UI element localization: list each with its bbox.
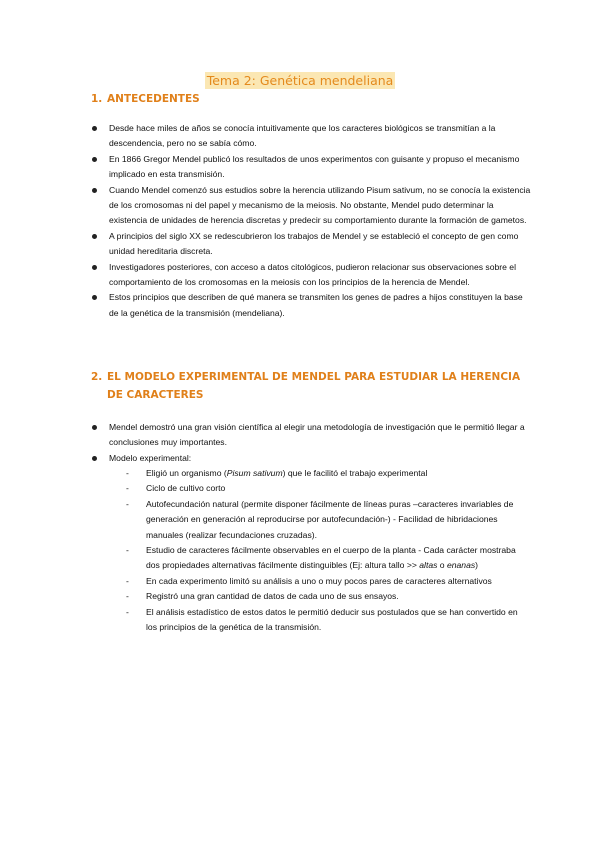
list-item [92, 183, 532, 229]
sub-item-text-end: ) [475, 560, 479, 571]
bullet-icon [92, 265, 97, 270]
section-1-heading [91, 90, 527, 108]
list-item [92, 152, 532, 183]
dash-icon: - [126, 606, 129, 617]
bullet-icon [92, 188, 97, 193]
bullet-text: A principios del siglo XX se redescubrieron los trabajos de Mendel y se estableció el concepto de gen como unidad hereditaria discreta. [109, 230, 519, 257]
list-item [92, 420, 532, 451]
dash-icon: - [126, 545, 129, 556]
sub-item-text: Estudio de caracteres fácilmente observables en el cuerpo de la planta - Cada carácter mostraba dos propiedades alternativas fácilmente distinguibles (Ej: altura tallo >> [146, 545, 516, 571]
bullet-text: Investigadores posteriores, con acceso a datos citológicos, pudieron relacionar sus observaciones sobre el comportamiento de los cromosomas en la meiosis con los principios de la herencia de Mendel. [109, 261, 516, 288]
list-item [92, 290, 532, 321]
document-title [0, 72, 600, 90]
section-2-title: EL MODELO EXPERIMENTAL DE MENDEL PARA ESTUDIAR LA HERENCIA DE CARACTERES [107, 371, 521, 401]
list-item [92, 451, 532, 466]
sub-list-item [126, 497, 526, 543]
dash-icon: - [126, 468, 129, 478]
list-item [92, 260, 532, 291]
sub-item-text-mid: o [437, 560, 447, 571]
bullet-text: Mendel demostró una gran visión científica al elegir una metodología de investigación que le permitió llegar a conclusiones muy importantes. [109, 422, 525, 448]
bullet-icon [92, 425, 97, 430]
section-1-number: 1. [91, 93, 103, 105]
sub-list-item [126, 466, 526, 481]
bullet-icon [92, 234, 97, 239]
sub-list-item [126, 589, 526, 604]
bullet-icon [92, 456, 97, 461]
title-highlight: Tema 2: Genética mendeliana [206, 73, 394, 88]
trait-value: altas [419, 560, 438, 571]
bullet-text: Cuando Mendel comenzó sus estudios sobre la herencia utilizando Pisum sativum, no se conocía la existencia de los cromosomas ni del papel y mecanismo de la meiosis. No obstante, Mendel pudo determinar la existencia de unidades de herencia discretas y predecir su comportamiento durante la formación de gametos. [109, 184, 531, 226]
sub-item-text-end: ) que le facilitó el trabajo experimental [282, 468, 428, 478]
sub-list-item [126, 481, 526, 496]
sub-item-text: El análisis estadístico de estos datos le permitió deducir sus postulados que se han convertido en los principios de la genética de la transmisión. [146, 606, 518, 633]
list-item [92, 121, 532, 152]
sub-item-text: En cada experimento limitó su análisis a uno o muy pocos pares de caracteres alternativos [146, 575, 492, 586]
bullet-icon [92, 157, 97, 162]
sub-list-item [126, 574, 526, 589]
bullet-text: Desde hace miles de años se conocía intuitivamente que los caracteres biológicos se transmitían a la descendencia, pero no se sabía cómo. [109, 123, 496, 149]
species-name: Pisum sativum [226, 468, 283, 478]
section-2-bullet-list [92, 420, 532, 466]
section-2-number: 2. [91, 371, 103, 383]
sub-item-text: Eligió un organismo ( [146, 468, 227, 478]
bullet-text: Estos principios que describen de qué manera se transmiten los genes de padres a hijos constituyen la base de la genética de la transmisión (mendeliana). [109, 292, 523, 318]
bullet-icon [92, 126, 97, 131]
bullet-text: En 1866 Gregor Mendel publicó los resultados de unos experimentos con guisante y propuso el mecanismo implicado en esta transmisión. [109, 153, 520, 180]
dash-icon: - [126, 575, 129, 586]
sub-list-item [126, 543, 526, 574]
list-item [92, 229, 532, 260]
sub-item-text: Ciclo de cultivo corto [146, 483, 226, 494]
section-2-heading [91, 368, 527, 404]
dash-icon: - [126, 591, 129, 602]
dash-icon: - [126, 483, 129, 494]
sub-item-text: Registró una gran cantidad de datos de cada uno de sus ensayos. [146, 591, 399, 602]
bullet-text: Modelo experimental: [109, 452, 192, 463]
section-1-title: ANTECEDENTES [107, 93, 200, 105]
bullet-icon [92, 295, 97, 300]
model-subitem-list [126, 466, 526, 635]
section-1-bullet-list [92, 121, 532, 321]
trait-value: enanas [446, 560, 476, 571]
sub-item-text: Autofecundación natural (permite disponer fácilmente de líneas puras –caracteres invariables de generación en generación al reproducirse por autofecundación-) - Facilidad de hibridaciones manuales (realizar fecundaciones cruzadas). [146, 498, 514, 540]
dash-icon: - [126, 498, 129, 509]
sub-list-item [126, 605, 526, 636]
